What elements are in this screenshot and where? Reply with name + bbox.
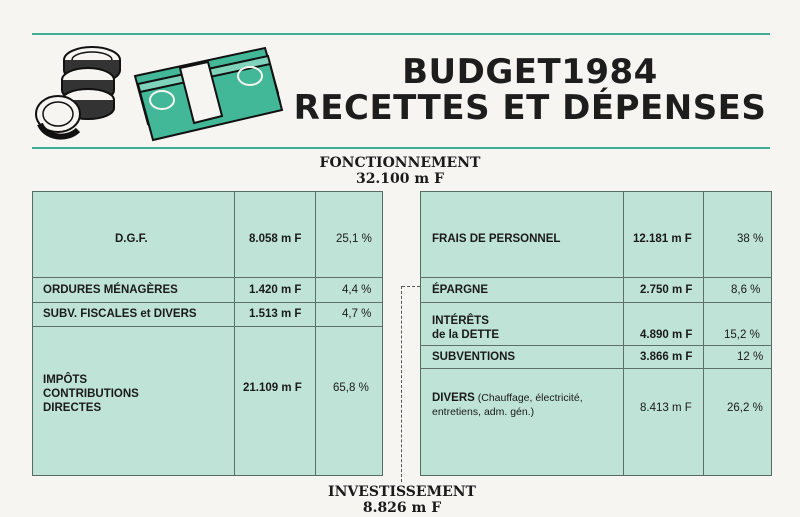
depenses-row-divers-label: DIVERS (Chauffage, électricité, entretiens, adm. gén.)	[432, 392, 583, 418]
money-illustration	[30, 38, 290, 148]
depenses-row-interets-pct: 15,2 %	[724, 329, 760, 341]
investissement-label: INVESTISSEMENT	[328, 484, 476, 500]
recettes-table	[32, 191, 383, 476]
depenses-row-interets-label: INTÉRÊTS de la DETTE	[432, 315, 500, 341]
depenses-row-personnel-pct: 38 %	[737, 233, 764, 245]
coins-stack-icon	[36, 47, 120, 137]
recettes-row-impots-pct: 65,8 %	[333, 382, 369, 394]
investissement-amount: 8.826 m F	[362, 500, 442, 516]
recettes-row-ordures-pct: 4,4 %	[342, 284, 372, 296]
investissement-connector	[401, 286, 402, 482]
recettes-row-ordures-label: ORDURES MÉNAGÈRES	[43, 284, 178, 296]
fonctionnement-label: FONCTIONNEMENT	[319, 155, 481, 171]
recettes-row-subv-amount: 1.513 m F	[249, 308, 302, 320]
depenses-table	[420, 191, 772, 476]
fonctionnement-heading	[290, 155, 510, 187]
depenses-row-subventions-label: SUBVENTIONS	[432, 351, 516, 363]
depenses-row-epargne-amount: 2.750 m F	[640, 284, 693, 296]
recettes-row-dgf-amount: 8.058 m F	[249, 233, 302, 245]
depenses-row-divers-amount: 8.413 m F	[640, 402, 692, 414]
recettes-row-impots-amount: 21.109 m F	[243, 382, 302, 394]
investissement-connector-top	[402, 286, 420, 287]
depenses-row-subventions-amount: 3.866 m F	[640, 351, 693, 363]
banknotes-icon	[135, 48, 282, 140]
depenses-row-subventions-pct: 12 %	[737, 351, 764, 363]
page-title-line2: RECETTES ET DÉPENSES	[293, 88, 767, 128]
depenses-row-divers-pct: 26,2 %	[727, 402, 763, 414]
depenses-row-epargne-pct: 8,6 %	[731, 284, 761, 296]
recettes-row-dgf-pct: 25,1 %	[336, 233, 372, 245]
fonctionnement-amount: 32.100 m F	[355, 171, 445, 187]
investissement-heading	[292, 484, 512, 516]
depenses-row-epargne-label: ÉPARGNE	[432, 284, 489, 296]
depenses-row-personnel-label: FRAIS DE PERSONNEL	[432, 233, 561, 245]
page-title-line1: BUDGET1984	[402, 52, 658, 92]
depenses-row-interets-amount: 4.890 m F	[640, 329, 693, 341]
recettes-row-impots-label: IMPÔTS CONTRIBUTIONS DIRECTES	[43, 374, 139, 414]
depenses-row-personnel-amount: 12.181 m F	[633, 233, 692, 245]
top-rule	[32, 33, 770, 35]
recettes-row-ordures-amount: 1.420 m F	[249, 284, 302, 296]
recettes-row-dgf-label: D.G.F.	[115, 233, 148, 245]
recettes-row-subv-label: SUBV. FISCALES et DIVERS	[43, 308, 197, 320]
recettes-row-subv-pct: 4,7 %	[342, 308, 372, 320]
